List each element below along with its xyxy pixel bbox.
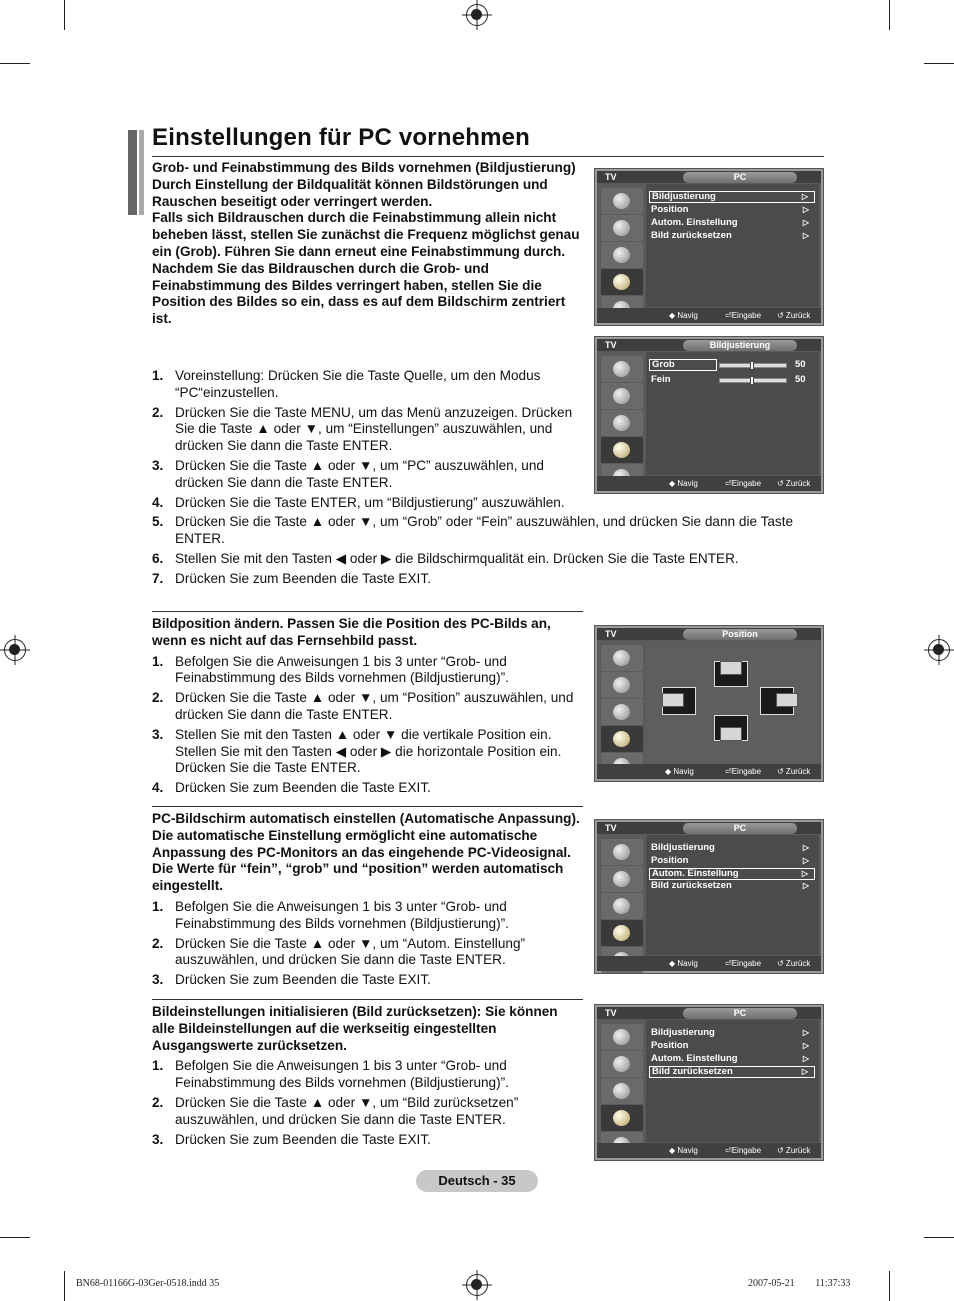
sound-menu-icon[interactable] [601,672,643,698]
osd-enter-hint: ⏎Eingabe [725,767,762,776]
sound-menu-icon[interactable] [601,1051,643,1077]
list-item: 2. Drücken Sie die Taste ▲ oder ▼, um “Autom. Einstellung” auszuwählen, und drücken Sie dann die Taste ENTER. [152,935,526,968]
sound-menu-icon[interactable] [601,866,643,892]
list-item: 3. Drücken Sie zum Beenden die Taste EXIT. [152,1131,431,1147]
osd-back-hint: ↺ Zurück [777,311,811,320]
osd-pc-menu [594,168,824,326]
crop-mark [889,1271,890,1301]
channel-menu-icon[interactable] [601,410,643,436]
channel-menu-icon[interactable] [601,893,643,919]
list-item: 2. Drücken Sie die Taste MENU, um das Menü anzuzeigen. Drücken Sie die Taste ▲ oder ▼, um “Einstellungen” auszuwählen, und drücken Sie dann die Taste ENTER. [152,404,573,454]
divider [152,611,583,612]
osd-item-bild-zuruecksetzen[interactable]: Bild zurücksetzen ▷ [651,230,809,241]
list-item: 1. Voreinstellung: Drücken Sie die Taste Quelle, um den Modus “PC“einzustellen. [152,368,541,400]
osd-caption: Position [683,629,797,640]
osd-enter-hint: ⏎Eingabe [725,479,762,488]
crop-mark [0,1237,30,1238]
section-text: Falls sich Bildrauschen durch die Feinabstimmung allein nicht beheben lässt, stellen Sie zunächst die Frequenz möglichst genau ein (Grob). Führen Sie dann erneut eine Feinabstimmung durch. [152,210,580,259]
position-right-box[interactable] [760,687,794,715]
section-bildjustierung [152,160,584,328]
section-text: Nachdem Sie das Bildrauschen durch die Grob- und Feinabstimmung des Bildes verringert haben, stellen Sie die Position des Bildes so ein, dass es auf dem Bildschirm zentriert ist. [152,260,566,327]
osd-caption: PC [683,1008,797,1019]
print-slug-left: BN68-01166G-03Ger-0518.indd 35 [76,1278,220,1289]
crop-mark [924,63,954,64]
channel-menu-icon[interactable] [601,1078,643,1104]
osd-item-bild-zuruecksetzen[interactable]: Bild zurücksetzen ▷ [651,880,809,891]
osd-item-position[interactable]: Position ▷ [651,1040,809,1051]
list-item: 4. Drücken Sie zum Beenden die Taste EXIT. [152,780,431,796]
osd-caption: PC [683,823,797,834]
list-item: 1. Befolgen Sie die Anweisungen 1 bis 3 unter “Grob- und Feinabstimmung des Bilds vornehmen (Bildjustierung)”. [152,898,509,931]
osd-bildjustierung [594,336,824,494]
section-heading: Bildposition ändern. Passen Sie die Position des PC-Bilds an, wenn es nicht auf das Fernsehbild passt. [152,616,551,648]
setup-menu-icon[interactable] [601,269,643,295]
osd-nav-hint: ◆ Navig [669,1146,698,1155]
sound-menu-icon[interactable] [601,383,643,409]
registration-mark-icon [466,4,488,26]
osd-pc-menu-autom [594,819,824,974]
section-position [152,616,584,800]
setup-menu-icon[interactable] [601,726,643,752]
osd-item-bildjustierung[interactable]: Bildjustierung ▷ [651,842,809,853]
osd-item-autom-einstellung[interactable]: Autom. Einstellung ▷ [651,1053,809,1064]
registration-mark-icon [4,639,26,661]
list-item: 4. Drücken Sie die Taste ENTER, um “Bildjustierung” auszuwählen. [152,494,565,510]
setup-menu-icon[interactable] [601,920,643,946]
osd-position [594,625,824,782]
position-left-box[interactable] [662,687,696,715]
list-item: 2. Drücken Sie die Taste ▲ oder ▼, um “Position” auszuwählen, und drücken Sie dann die Taste ENTER. [152,690,574,722]
osd-item-bildjustierung[interactable]: Bildjustierung ▷ [651,1027,809,1038]
osd-item-autom-einstellung[interactable]: Autom. Einstellung ▷ [651,217,809,228]
osd-pc-menu-reset [594,1004,824,1161]
osd-caption: Bildjustierung [683,340,797,351]
setup-menu-icon[interactable] [601,437,643,463]
osd-back-hint: ↺ Zurück [777,959,811,968]
osd-tv-label: TV [605,172,617,182]
registration-mark-icon [928,639,950,661]
section-autom-einstellung [152,811,584,992]
divider [152,156,824,157]
osd-item-grob[interactable]: Grob [649,359,717,371]
osd-item-fein[interactable]: Fein 50 [651,374,806,385]
osd-item-bild-zuruecksetzen[interactable]: Bild zurücksetzen ▷ [649,1066,815,1078]
section-heading: PC-Bildschirm automatisch einstellen (Automatische Anpassung). Die automatische Einstellung ermöglicht eine automatische Anpassung des PC-Monitors an das eingehende PC-Videosignal. Die Werte für “fein”, “grob” und “position” werden automatisch eingestellt. [152,811,580,894]
osd-item-autom-einstellung[interactable]: Autom. Einstellung ▷ [649,868,815,880]
osd-nav-hint: ◆ Navig [665,767,694,776]
position-up-box[interactable] [714,661,748,687]
page-title: Einstellungen für PC vornehmen [152,124,531,151]
sound-menu-icon[interactable] [601,215,643,241]
list-item: 3. Drücken Sie die Taste ▲ oder ▼, um “PC” auszuwählen, und drücken Sie dann die Taste ENTER. [152,457,544,490]
crop-mark [64,0,65,30]
page-number-badge: Deutsch - 35 [416,1170,538,1192]
setup-menu-icon[interactable] [601,1105,643,1131]
channel-menu-icon[interactable] [601,242,643,268]
osd-tv-label: TV [605,1008,617,1018]
section-text: Durch Einstellung der Bildqualität können Bildstörungen und Rauschen beseitigt oder verringert werden. [152,176,548,209]
osd-caption: PC [683,172,797,183]
picture-menu-icon[interactable] [601,1024,643,1050]
crop-mark [924,1237,954,1238]
section-heading: Grob- und Feinabstimmung des Bilds vornehmen (Bildjustierung) [152,160,576,175]
osd-enter-hint: ⏎Eingabe [725,959,762,968]
osd-item-position[interactable]: Position ▷ [651,855,809,866]
list-item: 2. Drücken Sie die Taste ▲ oder ▼, um “Bild zurücksetzen” auszuwählen, und drücken Sie dann die Taste ENTER. [152,1094,519,1127]
list-item: 1. Befolgen Sie die Anweisungen 1 bis 3 unter “Grob- und Feinabstimmung des Bilds vornehmen (Bildjustierung)”. [152,653,509,686]
osd-nav-hint: ◆ Navig [669,311,698,320]
crop-mark [889,0,890,30]
osd-item-position[interactable]: Position ▷ [651,204,809,215]
picture-menu-icon[interactable] [601,839,643,865]
crop-mark [0,63,30,64]
list-item: 1. Befolgen Sie die Anweisungen 1 bis 3 unter “Grob- und Feinabstimmung des Bilds vornehmen (Bildjustierung)”. [152,1058,509,1091]
osd-back-hint: ↺ Zurück [777,479,811,488]
list-item: 7. Drücken Sie zum Beenden die Taste EXIT. [152,570,431,586]
osd-enter-hint: ⏎Eingabe [725,311,762,320]
osd-back-hint: ↺ Zurück [777,1146,811,1155]
osd-tv-label: TV [605,823,617,833]
registration-mark-icon [466,1274,488,1296]
osd-enter-hint: ⏎Eingabe [725,1146,762,1155]
crop-mark [64,1271,65,1301]
picture-menu-icon[interactable] [601,188,643,214]
channel-menu-icon[interactable] [601,699,643,725]
divider [152,806,583,807]
osd-slider-grob[interactable]: 50 [649,359,815,371]
osd-back-hint: ↺ Zurück [777,767,811,776]
section-heading: Bildeinstellungen initialisieren (Bild zurücksetzen): Sie können alle Bildeinstellungen auf die werkseitig eingestellten Ausgangswerte zurücksetzen. [152,1004,558,1053]
position-down-box[interactable] [714,715,748,741]
section-bild-zuruecksetzen [152,1004,584,1151]
osd-nav-hint: ◆ Navig [669,959,698,968]
list-item: 3. Drücken Sie zum Beenden die Taste EXIT. [152,972,431,988]
osd-tv-label: TV [605,629,617,639]
picture-menu-icon[interactable] [601,645,643,671]
list-item: 5. Drücken Sie die Taste ▲ oder ▼, um “Grob” oder “Fein” auszuwählen, und drücken Sie dann die Taste ENTER. [152,514,794,547]
osd-nav-hint: ◆ Navig [669,479,698,488]
print-slug-right: 2007-05-21 ￿￿ 11:37:33 [748,1278,851,1289]
osd-tv-label: TV [605,340,617,350]
list-item: 3. Stellen Sie mit den Tasten ▲ oder ▼ die vertikale Position ein. Stellen Sie mit den Tasten ◀ oder ▶ die horizontale Position ein. Drücken Sie die Taste ENTER. [152,726,562,776]
title-accent-bar [139,130,144,215]
divider [152,999,583,1000]
picture-menu-icon[interactable] [601,356,643,382]
osd-item-bildjustierung[interactable]: Bildjustierung ▷ [649,191,815,203]
title-accent-bar [128,130,137,215]
list-item: 6. Stellen Sie mit den Tasten ◀ oder ▶ die Bildschirmqualität ein. Drücken Sie die Taste ENTER. [152,550,739,566]
